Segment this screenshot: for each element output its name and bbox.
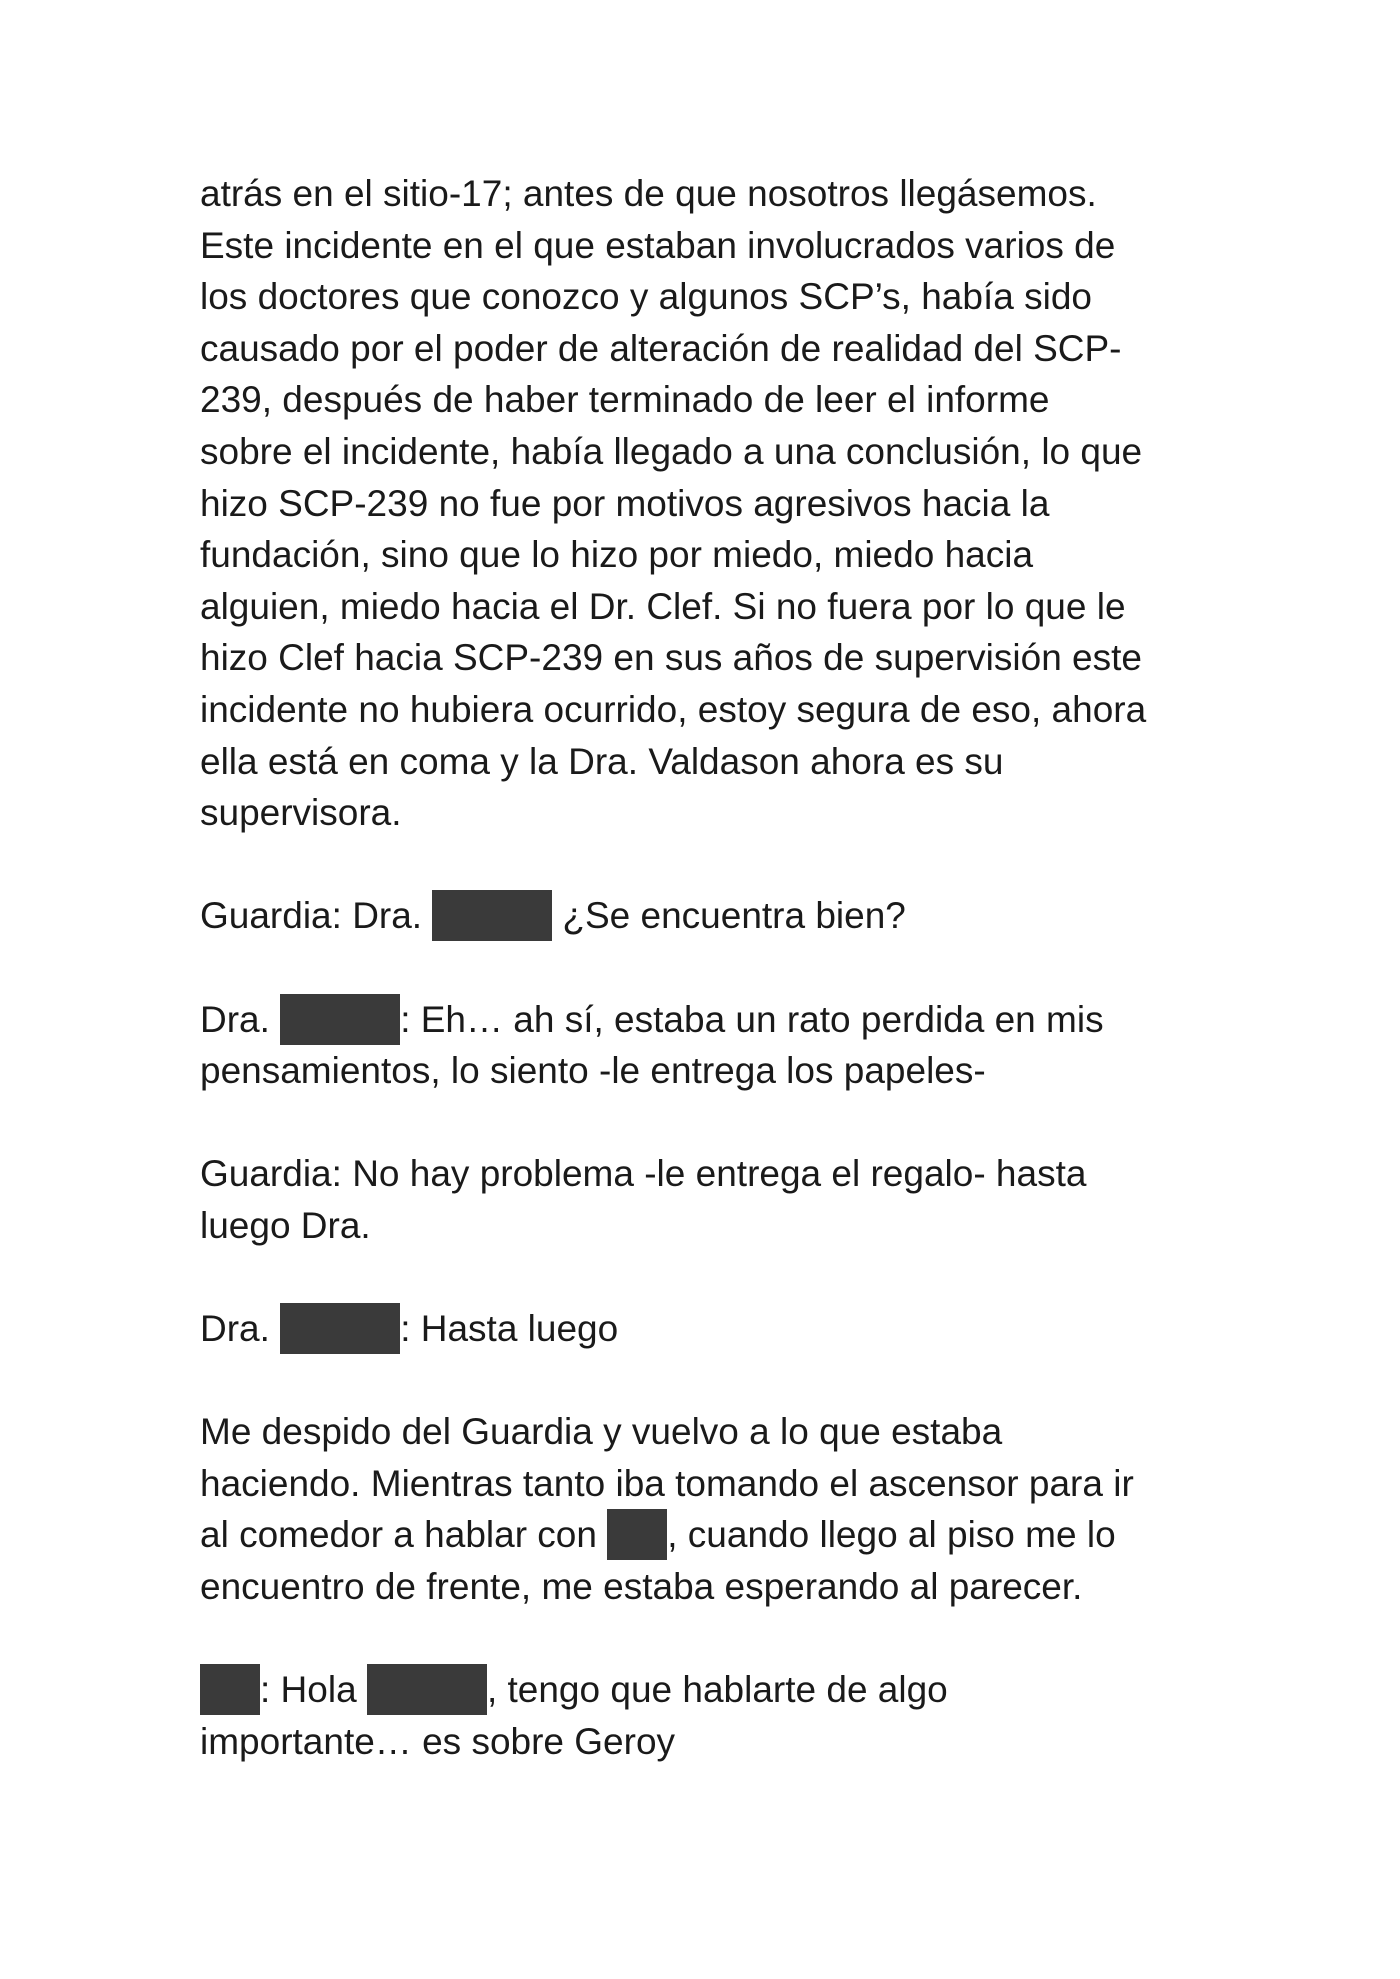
text-line: Este incidente en el que estaban involucrados varios de: [200, 224, 1116, 266]
text-line: encuentro de frente, me estaba esperando al parecer.: [200, 1566, 1083, 1608]
text-line: [200, 1509, 1210, 1561]
text-line: los doctores que conozco y algunos SCP’s, había sido: [200, 276, 1092, 318]
text-line: [200, 890, 1210, 942]
text-line: ella está en coma y la Dra. Valdason ahora es su: [200, 740, 1004, 782]
dialogue-text: : Hola: [260, 1669, 357, 1711]
text-line: 239, después de haber terminado de leer el informe: [200, 379, 1050, 421]
dialogue-guard-question: [200, 890, 1210, 942]
dialogue-text: ¿Se encuentra bien?: [562, 895, 906, 937]
document-body: [200, 168, 1210, 1767]
text-line: luego Dra.: [200, 1204, 371, 1246]
dialogue-guard-farewell: [200, 1148, 1210, 1251]
redaction-bar: [432, 890, 552, 941]
text-line: fundación, sino que lo hizo por miedo, miedo hacia: [200, 534, 1034, 576]
speaker-text: Guardia: Dra.: [200, 895, 423, 937]
text-line: [200, 994, 1210, 1046]
dialogue-doctor-farewell: [200, 1303, 1210, 1355]
narrative-paragraph: [200, 1406, 1210, 1612]
dialogue-text: : Eh… ah sí, estaba un rato perdida en mis: [400, 998, 1104, 1040]
text-line: hizo Clef hacia SCP-239 en sus años de supervisión este: [200, 637, 1142, 679]
text-line: Me despido del Guardia y vuelvo a lo que estaba: [200, 1411, 1003, 1453]
redaction-bar: [367, 1664, 487, 1715]
text-line: haciendo. Mientras tanto iba tomando el ascensor para ir: [200, 1462, 1134, 1504]
text-line: supervisora.: [200, 792, 402, 834]
speaker-text: Dra.: [200, 998, 270, 1040]
text-line: pensamientos, lo siento -le entrega los papeles-: [200, 1050, 986, 1092]
narrative-text: al comedor a hablar con: [200, 1514, 597, 1556]
text-line: atrás en el sitio-17; antes de que nosotros llegásemos.: [200, 173, 1097, 214]
redaction-bar: [200, 1664, 260, 1715]
text-line: sobre el incidente, había llegado a una conclusión, lo que: [200, 430, 1143, 472]
text-line: hizo SCP-239 no fue por motivos agresivos hacia la: [200, 482, 1050, 524]
text-line: incidente no hubiera ocurrido, estoy segura de eso, ahora: [200, 688, 1147, 730]
text-line: [200, 1664, 1210, 1716]
narrative-paragraph: [200, 168, 1210, 839]
dialogue-doctor-reply: [200, 994, 1210, 1097]
redaction-bar: [607, 1509, 667, 1560]
text-line: [200, 1303, 1210, 1355]
redaction-bar: [280, 994, 400, 1045]
text-line: causado por el poder de alteración de realidad del SCP-: [200, 327, 1122, 369]
dialogue-text: , tengo que hablarte de algo: [486, 1669, 948, 1711]
dialogue-text: : Hasta luego: [400, 1308, 619, 1350]
speaker-text: Dra.: [200, 1308, 270, 1350]
dialogue-greeting: [200, 1664, 1210, 1767]
redaction-bar: [280, 1303, 400, 1354]
text-line: Guardia: No hay problema -le entrega el regalo- hasta: [200, 1153, 1087, 1195]
narrative-text: , cuando llego al piso me lo: [667, 1514, 1116, 1556]
text-line: alguien, miedo hacia el Dr. Clef. Si no fuera por lo que le: [200, 585, 1126, 627]
text-line: importante… es sobre Geroy: [200, 1720, 676, 1762]
